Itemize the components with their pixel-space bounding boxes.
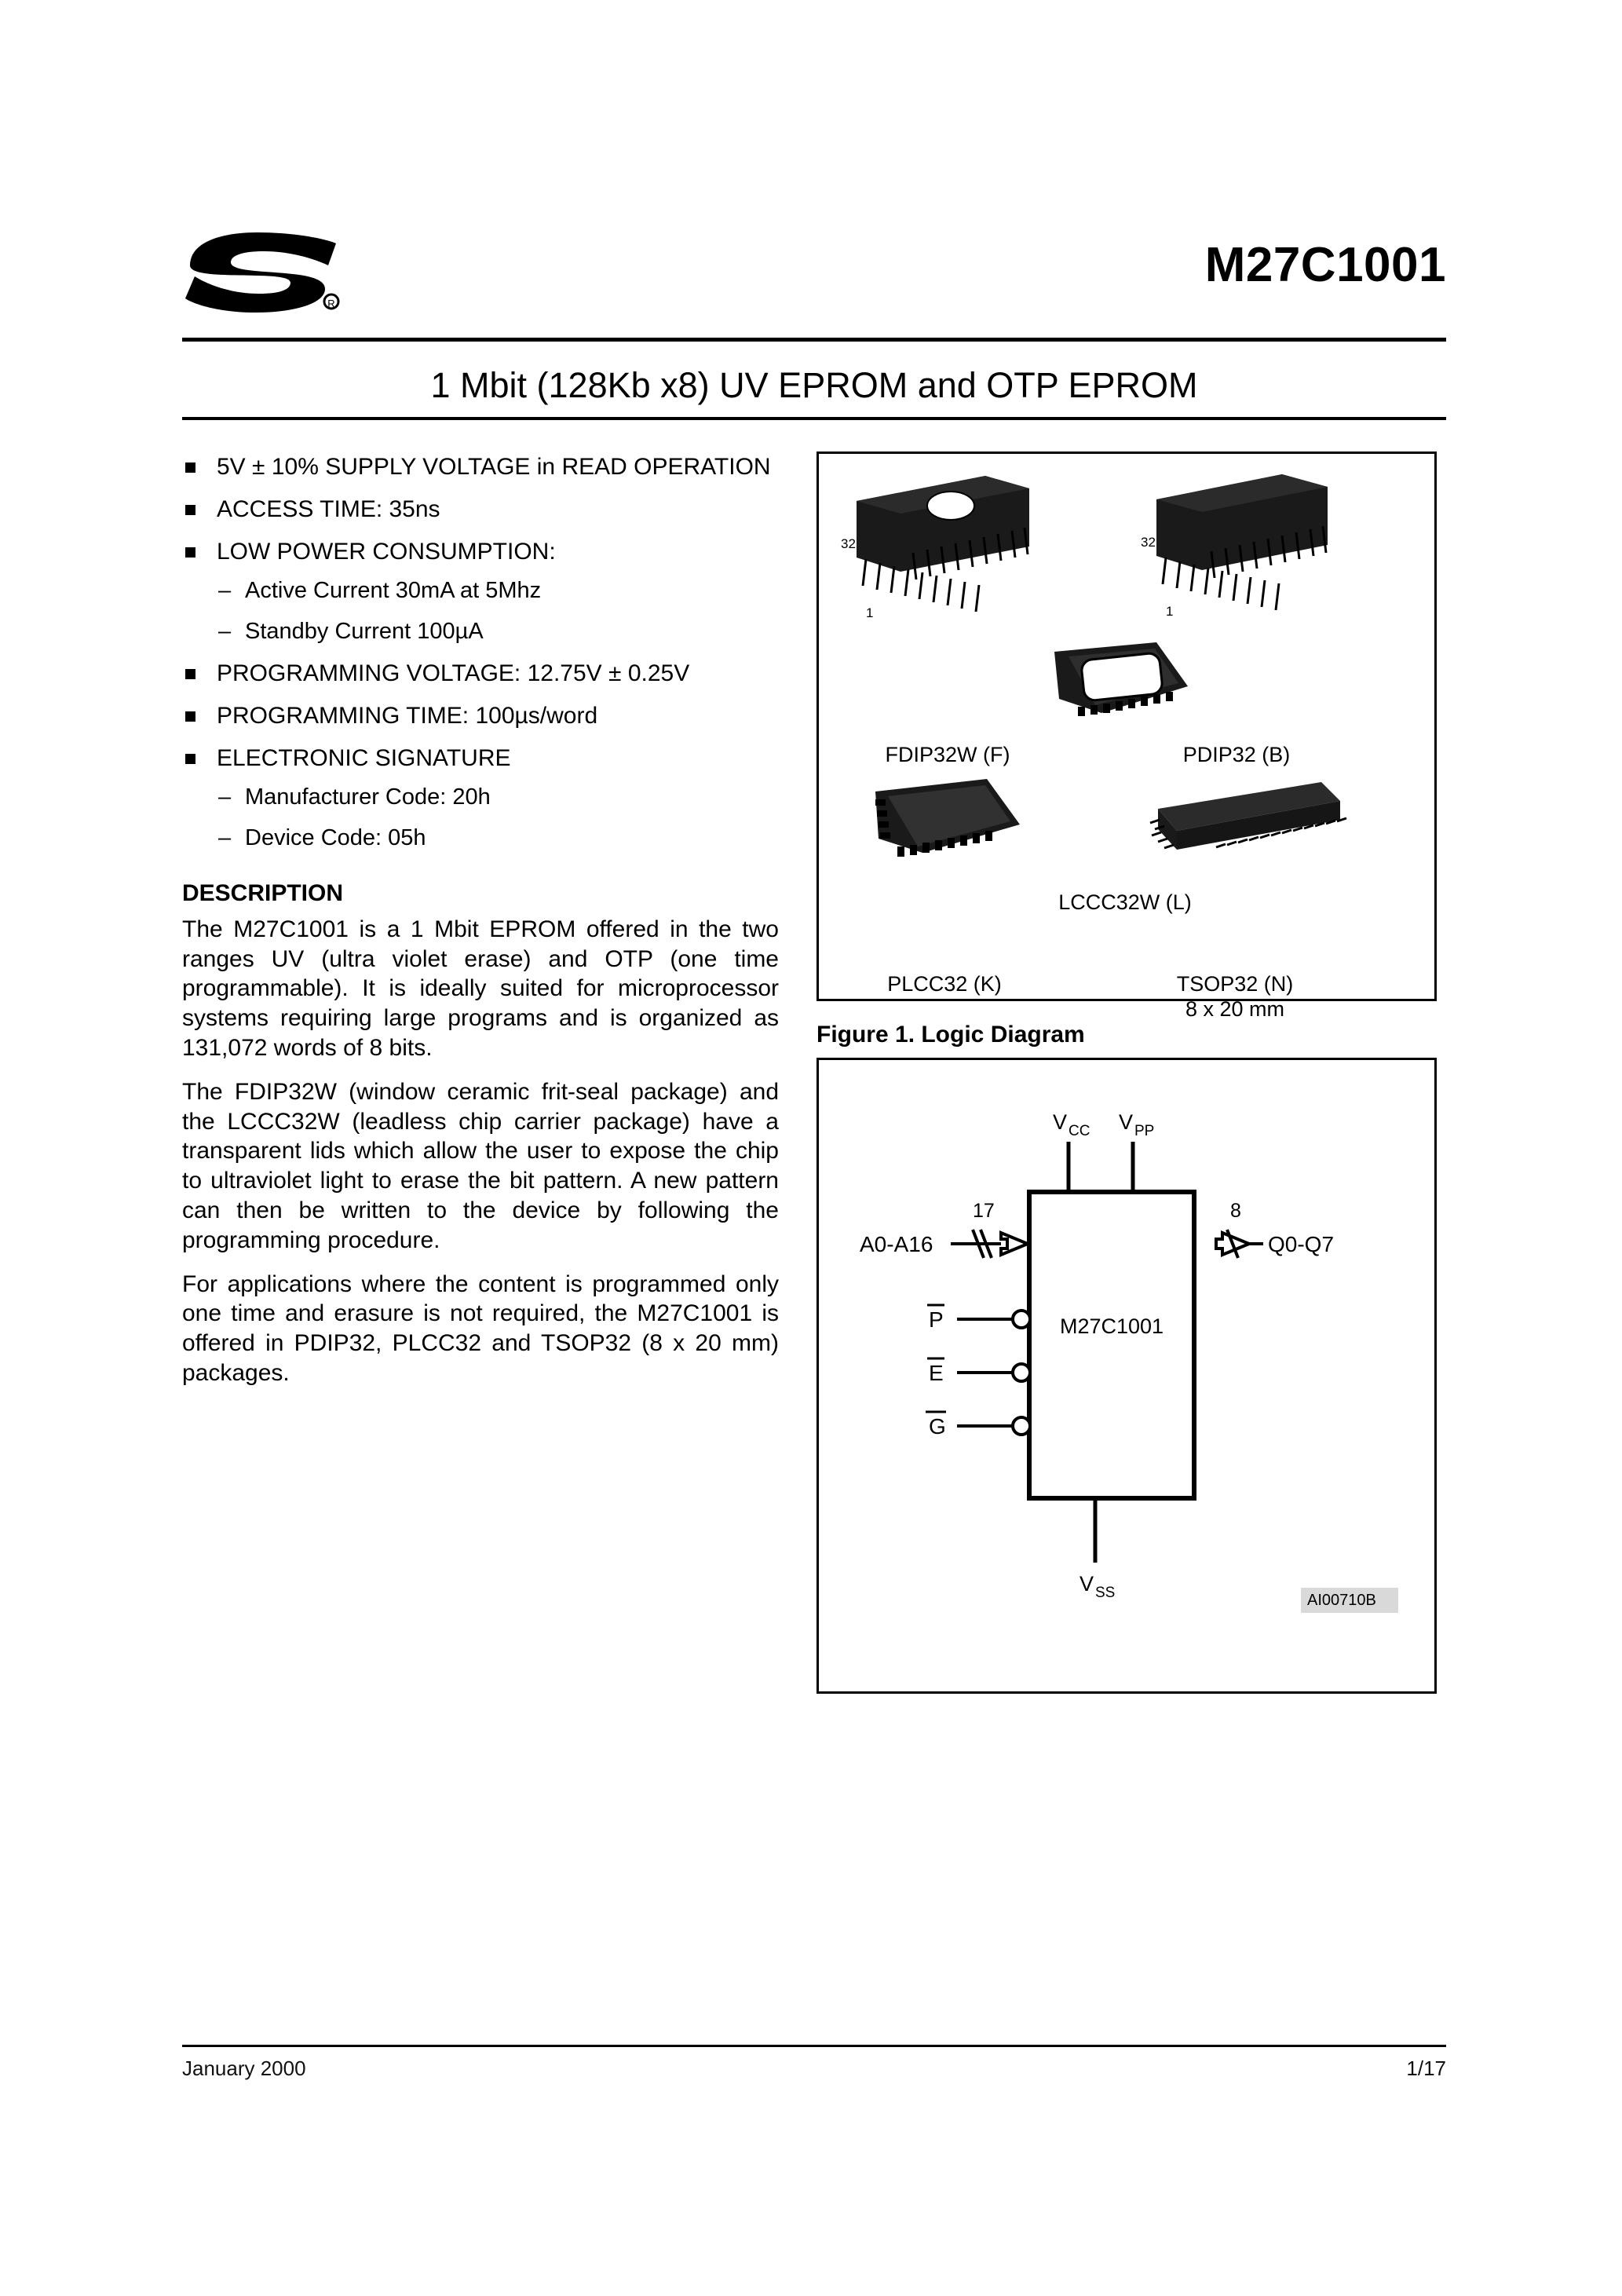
package-drawings	[819, 454, 1434, 999]
package-label-lccc32w: LCCC32W (L)	[1058, 890, 1192, 914]
st-logo	[182, 220, 347, 314]
feature-sublabel: Device Code: 05h	[245, 825, 426, 851]
right-column	[816, 452, 1437, 1694]
dash-icon: –	[218, 784, 232, 810]
feature-label: ACCESS TIME: 35ns	[217, 496, 440, 522]
package-label-tsop32-size: 8 x 20 mm	[1185, 997, 1285, 1021]
pin-number-low: 1	[866, 605, 874, 620]
plcc32-drawing	[875, 779, 1020, 857]
part-number: M27C1001	[1204, 238, 1446, 292]
feature-sublist	[217, 783, 779, 853]
package-label-fdip32w: FDIP32W (F)	[885, 743, 1010, 766]
address-bus-label: A0-A16	[860, 1232, 933, 1256]
list-item	[182, 658, 779, 689]
list-item	[217, 576, 779, 606]
list-item	[217, 824, 779, 854]
description-paragraph: The FDIP32W (window ceramic frit-seal package) and the LCCC32W (leadless chip carrier package) have a transparent lids which allow the user to expose the chip to ultraviolet light to erase the bit pattern. A new pattern can then be written to the device by following the programming procedure.	[182, 1078, 779, 1253]
feature-label: ELECTRONIC SIGNATURE	[217, 745, 511, 772]
feature-sublabel: Standby Current 100µA	[245, 618, 484, 644]
pin-number-high: 32	[1141, 535, 1156, 550]
pin-number-high: 32	[841, 536, 856, 551]
title-block	[182, 342, 1446, 420]
dash-icon: –	[218, 825, 232, 851]
page-header	[182, 196, 1446, 342]
list-item	[182, 494, 779, 525]
fdip32w-drawing	[857, 476, 1029, 612]
left-column	[182, 452, 779, 1694]
lccc32w-drawing	[1054, 642, 1188, 716]
pdip32-drawing	[1156, 474, 1328, 610]
bullet-square-icon	[185, 462, 195, 473]
description-paragraph: The M27C1001 is a 1 Mbit EPROM offered in the two ranges UV (ultra violet erase) and OTP (one time programmable). It is ideally suited for microprocessor systems requiring large programs and is organized as 131,072 words of 8 bits.	[182, 916, 779, 1061]
package-label-pdip32: PDIP32 (B)	[1182, 743, 1291, 766]
vcc-label: V	[1053, 1110, 1068, 1134]
page-footer	[182, 2045, 1446, 2081]
bullet-square-icon	[185, 754, 195, 764]
feature-label: LOW POWER CONSUMPTION:	[217, 539, 556, 565]
feature-label: PROGRAMMING TIME: 100µs/word	[217, 703, 598, 729]
figure1-logic-diagram-box	[816, 1058, 1437, 1694]
list-item	[182, 452, 779, 482]
data-bus-label: Q0-Q7	[1268, 1232, 1335, 1256]
pin-number-low: 1	[1166, 604, 1174, 619]
bullet-square-icon	[185, 669, 195, 679]
body-columns	[182, 452, 1446, 1694]
list-item	[182, 743, 779, 853]
list-item	[217, 783, 779, 813]
list-item	[182, 700, 779, 731]
footer-date: January 2000	[182, 2057, 306, 2080]
vss-label: V	[1080, 1572, 1094, 1596]
vcc-subscript: CC	[1069, 1123, 1090, 1139]
vss-subscript: SS	[1095, 1585, 1116, 1601]
page-title: 1 Mbit (128Kb x8) UV EPROM and OTP EPROM	[430, 365, 1198, 405]
logic-diagram	[819, 1060, 1434, 1691]
address-width-label: 17	[973, 1200, 995, 1222]
p-input-label: P	[929, 1307, 944, 1332]
feature-sublabel: Manufacturer Code: 20h	[245, 784, 491, 810]
page-number: 1/17	[1406, 2057, 1446, 2080]
vpp-subscript: PP	[1134, 1123, 1155, 1139]
description-heading: DESCRIPTION	[182, 879, 344, 906]
bullet-square-icon	[185, 505, 195, 515]
figure1-caption: Figure 1. Logic Diagram	[816, 1022, 1085, 1047]
page-content	[182, 196, 1446, 2081]
package-label-plcc32: PLCC32 (K)	[887, 972, 1002, 996]
package-illustrations-box	[816, 452, 1437, 1021]
feature-sublabel: Active Current 30mA at 5Mhz	[245, 578, 542, 603]
features-list	[182, 452, 779, 854]
feature-sublist	[217, 576, 779, 646]
bullet-square-icon	[185, 547, 195, 558]
chip-label: M27C1001	[1059, 1314, 1164, 1338]
description-paragraph: For applications where the content is programmed only one time and erasure is not required, the M27C1001 is offered in PDIP32, PLCC32 and TSOP32 (8 x 20 mm) packages.	[182, 1270, 779, 1386]
svg-text:R: R	[327, 298, 335, 309]
bullet-square-icon	[185, 711, 195, 722]
package-label-tsop32: TSOP32 (N)	[1176, 972, 1294, 996]
e-input-label: E	[929, 1361, 944, 1385]
g-input-label: G	[929, 1414, 946, 1439]
feature-label: PROGRAMMING VOLTAGE: 12.75V ± 0.25V	[217, 660, 690, 687]
dash-icon: –	[218, 618, 232, 644]
dash-icon: –	[218, 578, 232, 603]
feature-label: 5V ± 10% SUPPLY VOLTAGE in READ OPERATION	[217, 454, 771, 480]
vpp-label: V	[1119, 1110, 1134, 1134]
tsop32-drawing	[1150, 782, 1346, 850]
list-item	[182, 536, 779, 646]
drawing-id: AI00710B	[1307, 1592, 1376, 1609]
data-width-label: 8	[1230, 1200, 1241, 1222]
list-item	[217, 617, 779, 647]
